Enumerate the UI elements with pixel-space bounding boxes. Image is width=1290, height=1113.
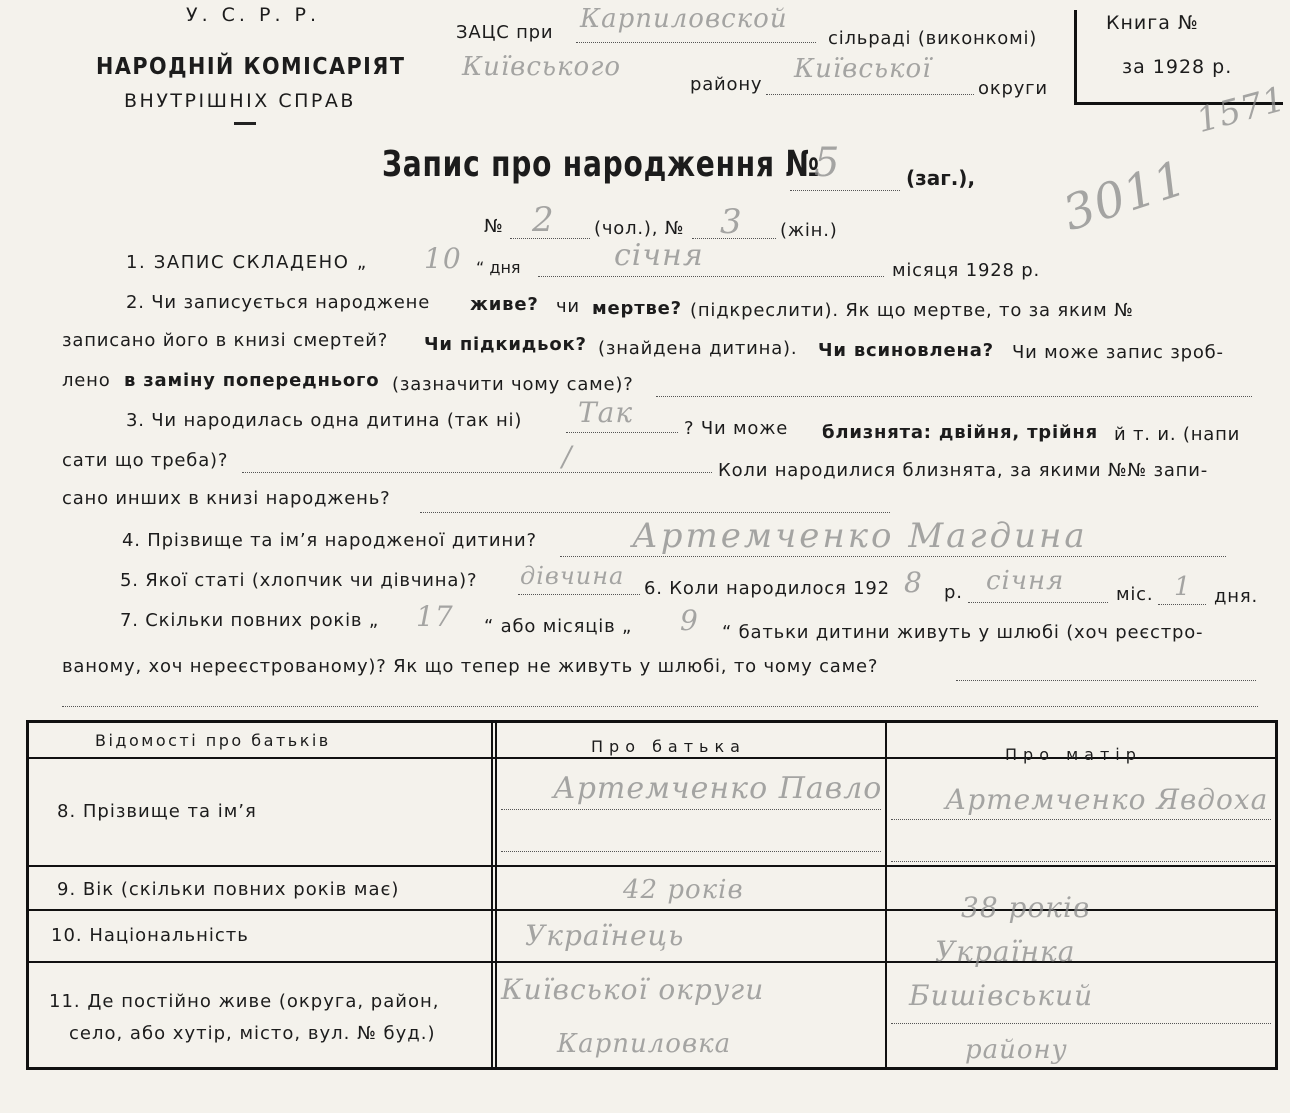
q5-answer-line <box>518 594 640 595</box>
birth-month-handwriting: січня <box>986 566 1065 596</box>
q4-text: 4. Прізвище та ім’я народженої дитини? <box>122 530 537 551</box>
q2-text-d: (знайдена дитина). <box>598 338 798 359</box>
row-nationality-label: 10. Національність <box>51 925 249 946</box>
zags-label: ЗАЦС при <box>456 22 554 43</box>
mother-nationality-handwriting: Українка <box>935 935 1076 968</box>
col-header-mother: Про матір <box>1005 745 1142 764</box>
raion-handwriting: Київського <box>462 52 622 82</box>
q7-text-d: ваному, хоч нереєстрованому)? Як що тепер не живуть у шлюбі, то чому саме? <box>62 656 879 677</box>
row-residence-label-1: 11. Де постійно живе (округа, район, <box>49 991 440 1012</box>
q3-text-d: сати що треба)? <box>62 450 229 471</box>
female-number-label: (чол.), № <box>594 218 685 239</box>
male-number-handwriting: 2 <box>532 200 555 240</box>
q7-text-a: 7. Скільки повних років „ <box>120 610 379 631</box>
q2-foundling: Чи підкидьок? <box>424 334 587 355</box>
q2-alive: живе? <box>470 294 539 315</box>
q2-or: чи <box>556 296 580 317</box>
q1-month-line <box>538 276 884 277</box>
q6-day-label: дня. <box>1214 586 1258 607</box>
father-age-handwriting: 42 років <box>623 875 744 905</box>
parents-table <box>26 720 1278 1070</box>
sex-handwriting: дівчина <box>520 562 625 590</box>
male-number-label: № <box>484 216 504 237</box>
record-suffix: (заг.), <box>906 166 976 190</box>
q2-text-e: Чи може запис зроб- <box>1012 342 1224 363</box>
father-name-handwriting: Артемченко Павло <box>553 771 883 806</box>
q2-text-g: (зазначити чому саме)? <box>392 374 634 395</box>
q3-other-line <box>420 512 890 513</box>
q2-dead: мертве? <box>592 298 682 319</box>
col-header-father: Про батька <box>591 737 746 756</box>
row-name-father-line <box>501 809 881 810</box>
q6-month-line <box>968 602 1108 603</box>
q3-twins-line <box>242 472 712 473</box>
q2-text-b: (підкреслити). Як що мертве, то за яким № <box>690 300 1134 321</box>
mother-name-handwriting: Артемченко Явдоха <box>945 783 1269 816</box>
q3-text-f: сано инших в книзі народжень? <box>62 488 391 509</box>
female-label: (жін.) <box>780 220 838 241</box>
q7-text-b: “ або місяців „ <box>484 616 633 637</box>
corner-note-2: 3011 <box>1056 149 1194 243</box>
q3-single-line <box>566 432 678 433</box>
months-married-handwriting: 9 <box>680 604 699 637</box>
q6-month-label: міс. <box>1116 584 1154 605</box>
birth-day-handwriting: 1 <box>1174 572 1192 602</box>
q7-answer-line-2 <box>62 706 1258 707</box>
book-number-label: Книга № <box>1106 12 1199 34</box>
q6-day-line <box>1158 604 1206 605</box>
q3-twins-handwriting: / <box>562 440 573 473</box>
q3-single-handwriting: Так <box>578 396 634 429</box>
q3-text-b: ? Чи може <box>684 418 789 439</box>
org-top-label: У. С. Р. Р. <box>186 4 321 26</box>
village-handwriting: Карпиловской <box>580 4 788 34</box>
row-age-label: 9. Вік (скільки повних років має) <box>57 879 400 900</box>
okruha-line <box>766 94 974 95</box>
table-col-divider <box>491 723 493 1067</box>
q2-text-c: записано його в книзі смертей? <box>62 330 389 351</box>
row-residence-label-2: село, або хутір, місто, вул. № буд.) <box>69 1023 436 1044</box>
okruha-label: округи <box>978 78 1048 99</box>
book-year-label: за 1928 р. <box>1122 56 1233 78</box>
okruha-handwriting: Київської <box>794 54 932 84</box>
mother-residence-handwriting: Бишівський <box>909 979 1094 1012</box>
father-residence-handwriting-2: Карпиловка <box>557 1029 732 1059</box>
q2-replacement: в заміну попереднього <box>124 370 380 391</box>
table-row-divider <box>29 961 1275 963</box>
q6-year-label: р. <box>944 582 963 603</box>
row-name-mother-line-2 <box>891 861 1271 862</box>
q2-answer-line <box>656 396 1252 397</box>
q3-text-a: 3. Чи народилась одна дитина (так ні) <box>126 410 523 431</box>
table-row-divider <box>29 865 1275 867</box>
raion-label: району <box>690 74 763 95</box>
row-name-mother-line <box>891 819 1271 820</box>
mother-residence-handwriting-2: району <box>965 1035 1068 1065</box>
q1-month-label: місяця 1928 р. <box>892 260 1040 281</box>
q2-adopted: Чи всиновлена? <box>818 340 994 361</box>
q3-text-c: й т. и. (напи <box>1114 424 1241 445</box>
q1-day-handwriting: 10 <box>424 242 462 275</box>
record-title: Запис про народження № <box>382 144 820 185</box>
record-number-line <box>790 190 900 191</box>
q4-answer-line <box>560 556 1226 557</box>
q3-text-e: Коли народилися близнята, за якими №№ запи- <box>718 460 1209 481</box>
birth-year-handwriting: 8 <box>904 566 923 599</box>
table-col-divider <box>885 723 887 1067</box>
col-header-info: Відомості про батьків <box>95 731 331 750</box>
org-divider <box>234 122 256 125</box>
female-number-handwriting: 3 <box>720 202 743 242</box>
q7-answer-line-1 <box>956 680 1256 681</box>
row-name-father-line-2 <box>501 851 881 852</box>
child-name-handwriting: Артемченко Магдина <box>632 516 1088 556</box>
years-married-handwriting: 17 <box>416 600 454 633</box>
q6-text: 6. Коли народилося 192 <box>644 578 890 599</box>
q1-month-handwriting: січня <box>614 238 704 273</box>
mother-age-handwriting: 38 років <box>961 891 1091 924</box>
table-col-divider <box>495 723 497 1067</box>
org-name: НАРОДНІЙ КОМІСАРІЯТ <box>96 54 406 80</box>
q7-text-c: “ батьки дитини живуть у шлюбі (хоч реєстро- <box>722 622 1204 643</box>
q1-day-label: “ дня <box>476 258 521 277</box>
q2-text-f: лено <box>62 370 111 391</box>
row-name-label: 8. Прізвище та ім’я <box>57 801 257 822</box>
org-subtitle: ВНУТРІШНІХ СПРАВ <box>124 90 356 112</box>
row-residence-mother-line <box>891 1023 1271 1024</box>
q1-label: 1. ЗАПИС СКЛАДЕНО „ <box>126 252 368 273</box>
father-residence-handwriting: Київської округи <box>501 973 765 1006</box>
village-line <box>576 42 816 43</box>
selrada-label: сільраді (виконкомі) <box>828 28 1038 49</box>
record-number-handwriting: 5 <box>814 140 841 186</box>
father-nationality-handwriting: Українець <box>525 919 685 952</box>
q3-twins: близнята: двійня, трійня <box>822 422 1098 443</box>
q2-text-a: 2. Чи записується народжене <box>126 292 431 313</box>
q5-text: 5. Якої статі (хлопчик чи дівчина)? <box>120 570 478 591</box>
corner-note-1: 1571 <box>1192 78 1290 142</box>
